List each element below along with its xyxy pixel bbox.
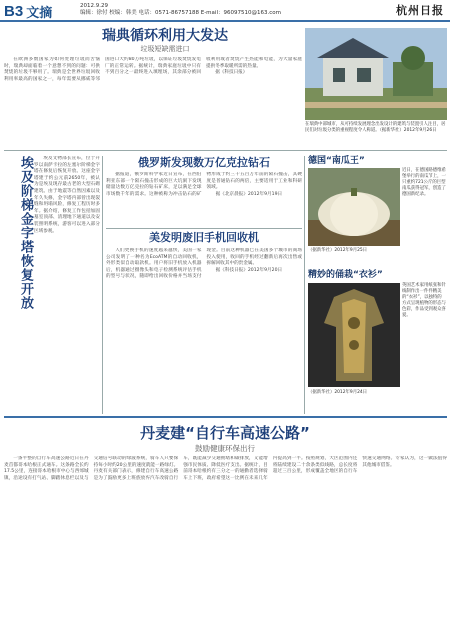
phone-body xyxy=(106,248,302,414)
lead-body xyxy=(4,57,302,147)
robe-byline: （据新华社）2012年9月24日 xyxy=(308,390,368,395)
phone-byline: 据《科技日报》2012年9月20日 xyxy=(215,267,283,273)
denmark-body-text: 一条平整的自行车高速公路近日在丹麦首都哥本哈根正式通车。这条路全长约17.5公里，连接哥本哈根市中心与西郊城镇，沿途设有打气站、脚踏休息栏以及与交通信号联动的绿波系统，骑车人只要保持每小时约20公里的速度就能一路绿灯。丹麦有关部门表示，修建自行车高速公路是为了鼓励更多上班族放弃汽车改骑自行车，既能减少交通拥堵和碳排放，又能增强市民体质、降低医疗支出。据统计，目前哥本哈根约有三分之一的通勤者选择骑车上下班，政府希望这一比例在未来几年内提高到一半。按照规划，大区范围内还将陆续建设二十余条类似线路，总长度将超过三百公里，形成覆盖全地区的自行车快速交通网络。专家认为，这一做法值得其他城市借鉴。 xyxy=(4,456,447,481)
diamond-body xyxy=(106,172,302,226)
denmark-body xyxy=(4,456,447,636)
pumpkin-byline: （据新华社）2012年9月25日 xyxy=(308,248,368,253)
header-date: 2012.9.29 xyxy=(80,3,108,9)
divider-lead xyxy=(4,150,447,151)
lead-byline: 据《科技日报》 xyxy=(215,70,248,76)
robe-photo xyxy=(308,283,400,387)
phone-body-text: 人们更换手机的速度越来越快，美国一家公司发明了一种名为EcoATM的自动回收机，外形类似自动取款机。用户将旧手机放入机器后，机器通过摄像头和电子检测系统评估手机的型号与状况，随即给出回收价格并当场支付现金。目前这种机器已在美国多个城市的商场投入使用，收回的手机经过翻新后再次出售或拆解回收其中的贵金属。 xyxy=(106,248,302,280)
header-meta xyxy=(80,3,330,17)
section-name: 文摘 xyxy=(26,6,53,21)
divider-bottom xyxy=(4,416,447,418)
pumpkin-photo-illustration xyxy=(308,168,400,246)
header-editors: 编辑：徐付 校编：韩美 电话：0571-86757188 E-mail：96097510@163.com xyxy=(80,10,281,16)
diamond-byline: 据《北京晨报》2012年9月19日 xyxy=(215,191,283,197)
denmark-title: 丹麦建“自行车高速公路” xyxy=(140,424,310,442)
lead-body-text: 在欧洲多数国家为如何处理垃圾而苦恼时，瑞典却面临着一个意想不到的问题：可供焚烧的垃圾不够用了。瑞典是全世界垃圾回收利用率最高的国家之一，每年需要从挪威等邻国进口大约80万吨垃圾，以保证垃圾焚烧发电厂的正常运转。据统计，瑞典家庭垃圾中只有不到百分之一最终进入填埋场，其余部分被回收利用或者焚烧产生热能和电能，为大量家庭提供冬季取暖所需的热量。 xyxy=(4,57,302,82)
pumpkin-caption xyxy=(402,168,446,248)
robe-caption-text: 英国艺术家用纸张和针线制作出一件件精美的“衣衫”，以独特的方式呈现植物的形态与色彩，作品受到观众喜爱。 xyxy=(402,283,446,318)
building-photo-caption: 在瑞典中部城市，从可持续发展理念出发设计的建筑与装置引人注目，居民们对垃圾分类的重视程度令人称道。（据新华社）2012年9月26日 xyxy=(305,122,446,133)
diamond-body-text: 据报道，俄罗斯科学家近日宣布，在西伯利亚东部一个陨石撞击形成的巨大坑洞下发现储量达数万亿克拉的钻石矿床，足以满足全球市场数千年的需求。这种被称为冲击钻石的矿物形成于约三千五百万年前的陨石撞击，其硬度是普通钻石的两倍，主要适用于工业和科研领域。 xyxy=(106,172,302,197)
pumpkin-caption-text: 近日，在德国路德维希堡举行的南瓜节上，一只重约721公斤的巨型南瓜获得冠军，创造了德国新纪录。 xyxy=(402,168,446,197)
diamond-title: 俄罗斯发现数万亿克拉钻石 xyxy=(138,156,270,169)
lead-subtitle: 垃圾短缺需进口 xyxy=(140,45,190,53)
pyramid-title: 埃及阶梯金字塔恢复开放 xyxy=(18,156,33,310)
denmark-subtitle: 鼓励健康环保出行 xyxy=(195,444,255,453)
building-photo-illustration xyxy=(305,28,447,120)
robe-caption xyxy=(402,283,446,387)
phone-title: 美发明废旧手机回收机 xyxy=(149,231,259,244)
sustainable-building-photo xyxy=(305,28,447,120)
robe-photo-illustration xyxy=(308,283,400,387)
pyramid-body-text: 埃及文物部长宣布，位于开罗以南萨卡拉的左塞尔阶梯金字塔在修复后恢复开放。这座金字塔建于约公元前2650年，被认为是埃及现存最古老的大型石砌建筑。由于地震等自然因素以及年久失修，金字塔内部曾出现裂缝和坍塌风险，修复工程历时多年。据介绍，修复工作包括加固墓室顶部、清理地下通道以及安装照明系统，游客可以进入部分区域参观。 xyxy=(34,156,100,234)
pyramid-body xyxy=(34,156,100,414)
divider-left-col xyxy=(102,156,103,414)
masthead: 杭州日报 xyxy=(396,4,444,17)
section-badge xyxy=(4,3,52,20)
robe-title: 精妙的俑栽“衣衫” xyxy=(308,270,383,280)
pumpkin-photo xyxy=(308,168,400,246)
page-header xyxy=(0,0,450,22)
lead-title: 瑞典循环利用大发达 xyxy=(102,28,228,44)
pumpkin-title: 德国“南瓜王” xyxy=(308,156,365,166)
divider-middle-col xyxy=(304,156,305,414)
divider-diamond xyxy=(106,228,302,229)
section-code: B3 xyxy=(4,3,24,20)
